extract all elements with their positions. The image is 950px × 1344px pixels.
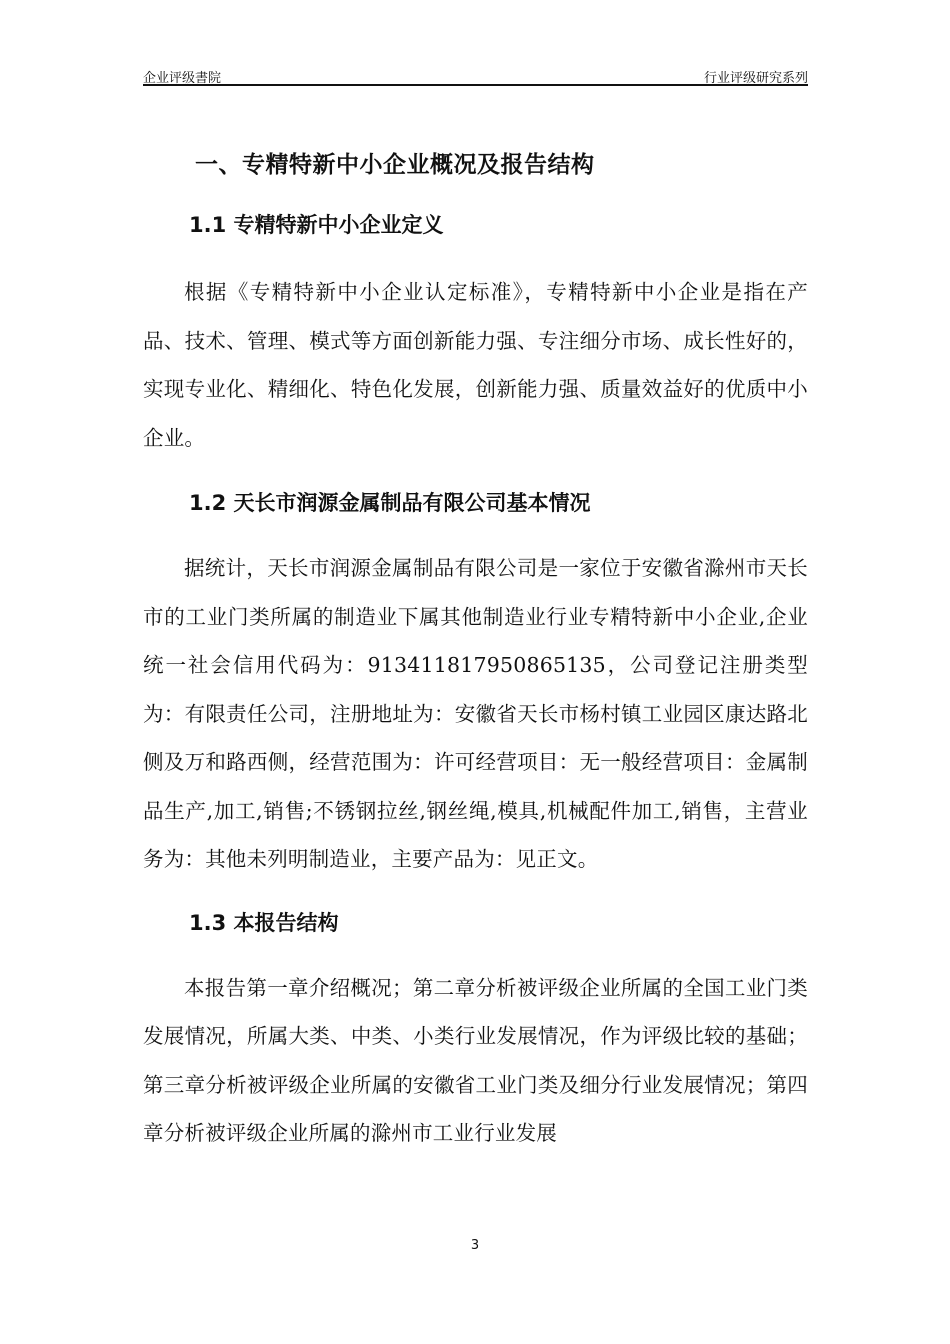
chapter-title: 一、专精特新中小企业概况及报告结构 bbox=[195, 152, 595, 178]
header-right-text: 行业评级研究系列 bbox=[703, 71, 808, 86]
page-header bbox=[143, 62, 808, 86]
section-paragraph-1-3: 本报告第一章介绍概况；第二章分析被评级企业所属的全国工业门类发展情况，所属大类、中类、小类行业发展情况，作为评级比较的基础；第三章分析被评级企业所属的安徽省工业门类及细分行业发展情况；第四章分析被评级企业所属的滁州市工业行业发展 bbox=[143, 975, 808, 1145]
page-body bbox=[143, 138, 808, 1158]
page-number: 3 bbox=[470, 1238, 480, 1253]
header-left-text: 企业评级書院 bbox=[143, 71, 222, 86]
section-title-1-1: 1.1 专精特新中小企业定义 bbox=[189, 213, 444, 237]
section-paragraph-1-2: 据统计，天长市润源金属制品有限公司是一家位于安徽省滁州市天长市的工业门类所属的制造业下属其他制造业行业专精特新中小企业,企业统一社会信用代码为：913411817950865135，公司登记注册类型为：有限责任公司，注册地址为：安徽省天长市杨村镇工业园区康达路北侧及万和路西侧，经营范围为：许可经营项目：无一般经营项目：金属制品生产,加工,销售;不锈钢拉丝,钢丝绳,模具,机械配件加工,销售，主营业务为：其他未列明制造业，主要产品为：见正文。 bbox=[143, 556, 808, 871]
section-title-1-2: 1.2 天长市润源金属制品有限公司基本情况 bbox=[189, 491, 591, 515]
section-title-1-3: 1.3 本报告结构 bbox=[189, 910, 339, 935]
section-paragraph-1-1: 根据《专精特新中小企业认定标准》，专精特新中小企业是指在产品、技术、管理、模式等方面创新能力强、专注细分市场、成长性好的，实现专业化、精细化、特色化发展，创新能力强、质量效益好的优质中小企业。 bbox=[143, 280, 808, 450]
